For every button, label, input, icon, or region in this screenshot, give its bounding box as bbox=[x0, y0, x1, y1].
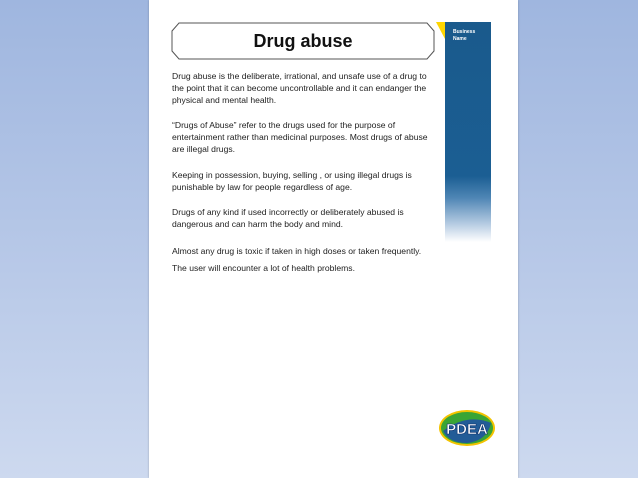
pdea-logo bbox=[437, 407, 497, 454]
business-name-label: Business Name bbox=[453, 29, 476, 42]
paragraph-drugs-of-abuse: “Drugs of Abuse” refer to the drugs used for the purpose of entertainment rather than medicinal purposes. Most drugs of abuse are illegal drugs. bbox=[172, 120, 428, 154]
title-banner bbox=[171, 22, 435, 60]
yellow-corner-accent bbox=[436, 22, 445, 39]
body-text bbox=[172, 71, 437, 291]
paragraph-toxicity: Almost any drug is toxic if taken in high doses or taken frequently. The user will encounter a lot of health problems. bbox=[172, 245, 422, 273]
pdea-logo-text: PDEA bbox=[446, 421, 488, 438]
paragraph-danger: Drugs of any kind if used incorrectly or deliberately abused is dangerous and can harm the body and mind. bbox=[172, 207, 404, 230]
document-page bbox=[149, 0, 518, 478]
paragraph-law: Keeping in possession, buying, selling , or using illegal drugs is punishable by law for people regardless of age. bbox=[172, 169, 412, 192]
paragraph-definition: Drug abuse is the deliberate, irrational, and unsafe use of a drug to the point that it can become uncontrollable and it can endanger the physical and mental health. bbox=[172, 71, 427, 105]
side-color-bar bbox=[445, 22, 491, 242]
page-title: Drug abuse bbox=[253, 31, 353, 51]
